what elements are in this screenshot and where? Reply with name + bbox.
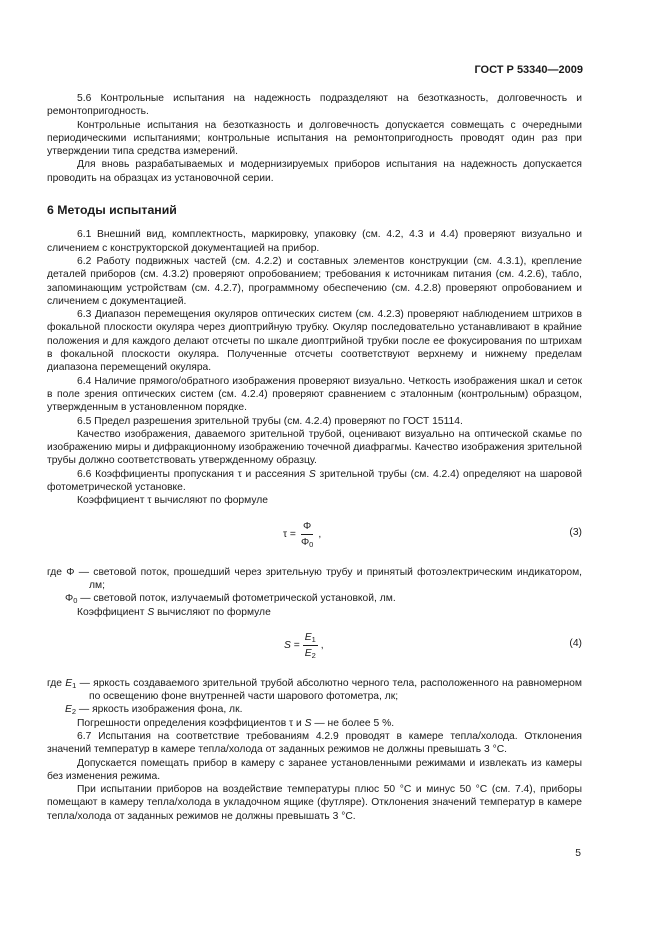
where-4-e1: где $E_1$ — яркость создаваемого зрительной трубой абсолютно черного тела, расположенного на равномерном по освещению фоне внутренней части шарового фотометра, лк; <box>47 677 582 703</box>
standard-designation: ГОСТ Р 53340—2009 <box>474 64 583 76</box>
error-limit: Погрешности определения коэффициентов τ и S — не более 5 %. <box>77 717 395 729</box>
where-4-e2: $E_2$ — яркость изображения фона, лк. <box>65 704 243 717</box>
paragraph-6-5: 6.5 Предел разрешения зрительной трубы (см. 4.2.4) проверяют по ГОСТ 15114. <box>77 415 463 427</box>
where-3-phi0: $\Phi_0$ — световой поток, излучаемый фотометрической установкой, лм. <box>65 593 396 606</box>
where-3-phi: где Φ — световой поток, прошедший через зрительную трубу и принятый фотоэлектрическим индикатором, лм; <box>47 566 583 591</box>
formula-3-denominator: $\Phi_0$ <box>300 536 314 549</box>
formula-4-number: (4) <box>569 637 582 649</box>
page-number: 5 <box>575 848 581 859</box>
section-title: 6 Методы испытаний <box>47 203 177 218</box>
paragraph-temperature-test: При испытании приборов на воздействие температуры плюс 50 °С и минус 50 °С (см. 7.4), приборы помещают в камеру тепла/холода в укладочном ящике (футляре). Отклонения значений температур в камере тепла/холода от заданных режимов не должны превышать 3 °С. <box>47 784 582 822</box>
formula-4-numerator: $E_1$ <box>303 631 318 646</box>
paragraph-image-quality: Качество изображения, даваемого зрительной трубой, оценивают визуально на оптической скамье по изображению миры и дифракционному изображению точечной диафрагмы. Качество изображения зрительной трубы должно соответствовать утвержденному образцу. <box>47 428 582 467</box>
paragraph-6-7: 6.7 Испытания на соответствие требованиям 4.2.9 проводят в камере тепла/холода. Отклонения значений температур в камере тепла/холода от заданных режимов не должны превышать 3 °С. <box>47 730 582 756</box>
paragraph-new-devices: Для вновь разрабатываемых и модернизируемых приборов испытания на надежность допускается проводить на образцах из установочной серии. <box>47 159 582 184</box>
formula-3-lhs: τ = <box>283 528 296 540</box>
paragraph-6-2: 6.2 Работу подвижных частей (см. 4.2.2) и составных элементов конструкции (см. 4.3.1), крепление деталей приборов (см. 4.3.2) проверяют опробованием; требования к источникам питания (см. 4.2.6), табло, запоминающим устройствам (см. 4.2.7), программному обеспечению (см. 4.2.8) проверяют опробованием и сличением с документацией. <box>47 255 582 307</box>
paragraph-6-1: 6.1 Внешний вид, комплектность, маркировку, упаковку (см. 4.2, 4.3 и 4.4) проверяют визуально и сличением с конструкторской документацией на прибор. <box>47 229 582 254</box>
tau-intro: Коэффициент τ вычисляют по формуле <box>77 495 269 507</box>
formula-4: S = $\frac{E_1}{E_2}$ , (4) <box>284 631 582 661</box>
formula-3-number: (3) <box>569 526 582 538</box>
paragraph-reliability-combine: Контрольные испытания на безотказность и долговечность допускается совмещать с очередными периодическими испытаниями; контрольные испытания на ремонтопригодность проводят один раз при утверждении типа средства измерений. <box>47 119 582 158</box>
page-body <box>47 92 582 823</box>
formula-3-numerator: Φ <box>301 520 313 535</box>
paragraph-chamber-modes: Допускается помещать прибор в камеру с заранее установленными режимами и извлекать из камеры без изменения режима. <box>47 757 582 782</box>
formula-3: τ = $\frac{\Phi}{\Phi_0}$ , (3) <box>283 520 582 549</box>
S-intro: Коэффициент S вычисляют по формуле <box>77 606 271 618</box>
paragraph-5-6: 5.6 Контрольные испытания на надежность подразделяют на безотказность, долговечность и ремонтопригодность. <box>47 93 582 118</box>
paragraph-6-4: 6.4 Наличие прямого/обратного изображения проверяют визуально. Четкость изображения шкал и сеток в поле зрения оптических систем (см. 4.2.4) проверяют сравнением с эталонным (контрольным) образцом, утвержденным в установленном порядке. <box>47 375 582 414</box>
formula-4-denominator: $E_2$ <box>304 648 316 661</box>
paragraph-6-3: 6.3 Диапазон перемещения окуляров оптических систем (см. 4.2.3) проверяют наблюдением штрихов в фокальной плоскости окуляра через диоптрийную трубку. Окуляр последовательно устанавливают в крайние положения и для каждого делают отсчеты по шкале диоптрийной трубки после ее фокусирования по штрихам в фокальной плоскости окуляра. Полученные отсчеты соответствуют верхнему и нижнему пределам диапазона перемещений окуляра. <box>47 309 582 374</box>
paragraph-6-6: 6.6 Коэффициенты пропускания τ и рассеяния S зрительной трубы (см. 4.2.4) определяют на шаровой фотометрической установке. <box>47 468 582 494</box>
formula-4-lhs: S = <box>284 639 300 651</box>
